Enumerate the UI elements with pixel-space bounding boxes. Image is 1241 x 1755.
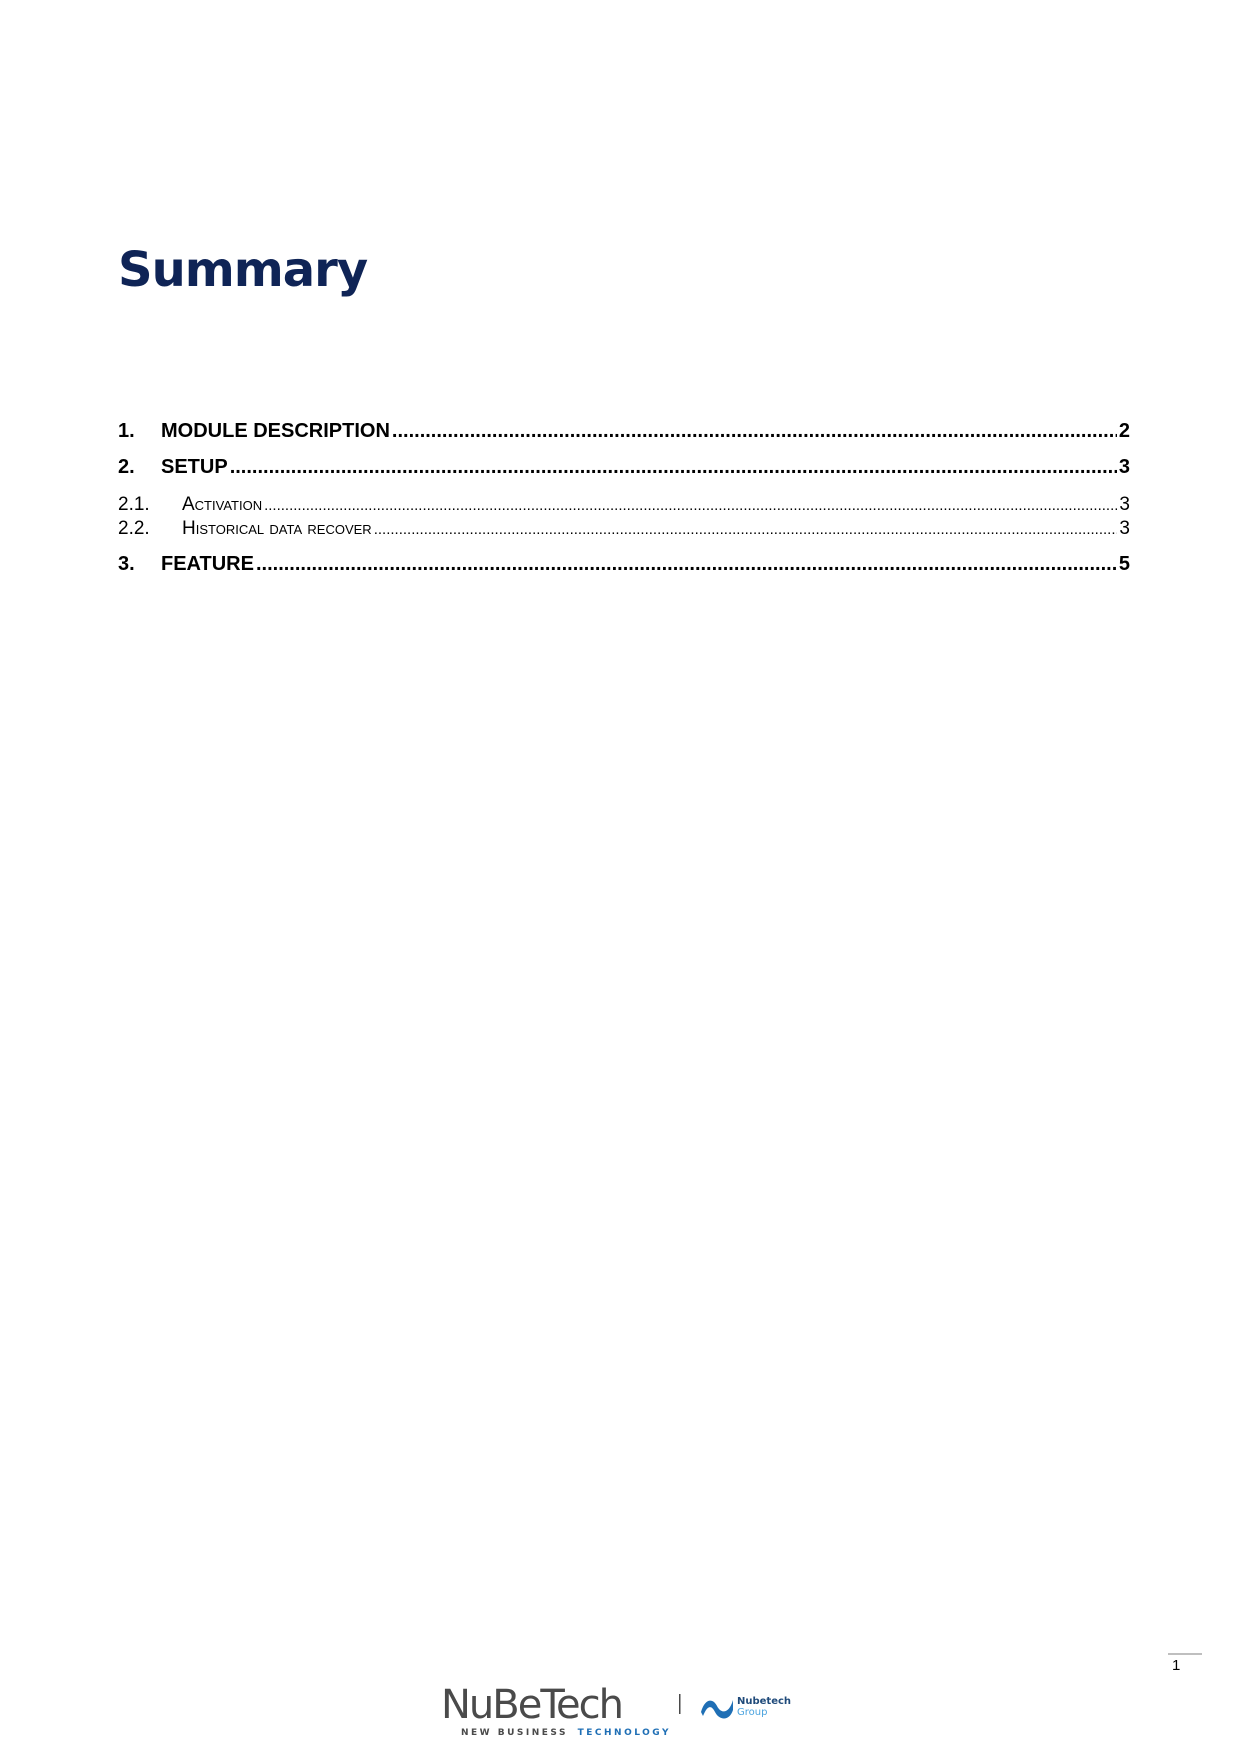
toc-entry-module-description[interactable] [118,420,1130,443]
logo-wordmark: NuBeTech [441,1682,622,1728]
toc-label: SETUP [161,456,228,478]
logo-group-name: Nubetech [737,1696,792,1707]
toc-leader-dots [374,521,1118,538]
toc-label: FEATURE [161,553,254,575]
toc-leader-dots [230,456,1117,479]
logo-tagline: NEW BUSINESS TECHNOLOGY [461,1728,672,1738]
toc-leader-dots [264,497,1117,514]
toc-entry-setup[interactable] [118,456,1130,479]
toc-number: 2. [118,456,135,478]
footer-rule [1168,1653,1202,1655]
nubetech-group-icon [701,1700,733,1719]
toc-number: 1. [118,420,135,442]
toc-number: 2.1. [118,494,150,515]
toc-number: 2.2. [118,518,150,539]
toc-page-number: 5 [1118,553,1130,575]
toc-number: 3. [118,553,135,575]
toc-leader-dots [392,420,1117,443]
page-title: Summary [118,242,368,298]
toc-entry-feature[interactable] [118,553,1130,576]
toc-page-number: 2 [1118,420,1130,442]
logo-group-subtitle: Group [737,1707,768,1718]
logo-separator [679,1694,681,1714]
toc-label: MODULE DESCRIPTION [161,420,390,442]
toc-label: Activation [182,494,263,515]
toc-entry-activation[interactable] [118,494,1130,516]
toc-page-number: 3 [1119,518,1130,539]
toc-entry-historical-data-recover[interactable] [118,518,1130,540]
toc-leader-dots [256,553,1117,576]
toc-page-number: 3 [1118,456,1130,478]
toc-page-number: 3 [1119,494,1130,515]
toc-label: Historical data recover [182,518,372,539]
page-number: 1 [1172,1657,1181,1674]
nubetech-logo [441,1680,801,1740]
